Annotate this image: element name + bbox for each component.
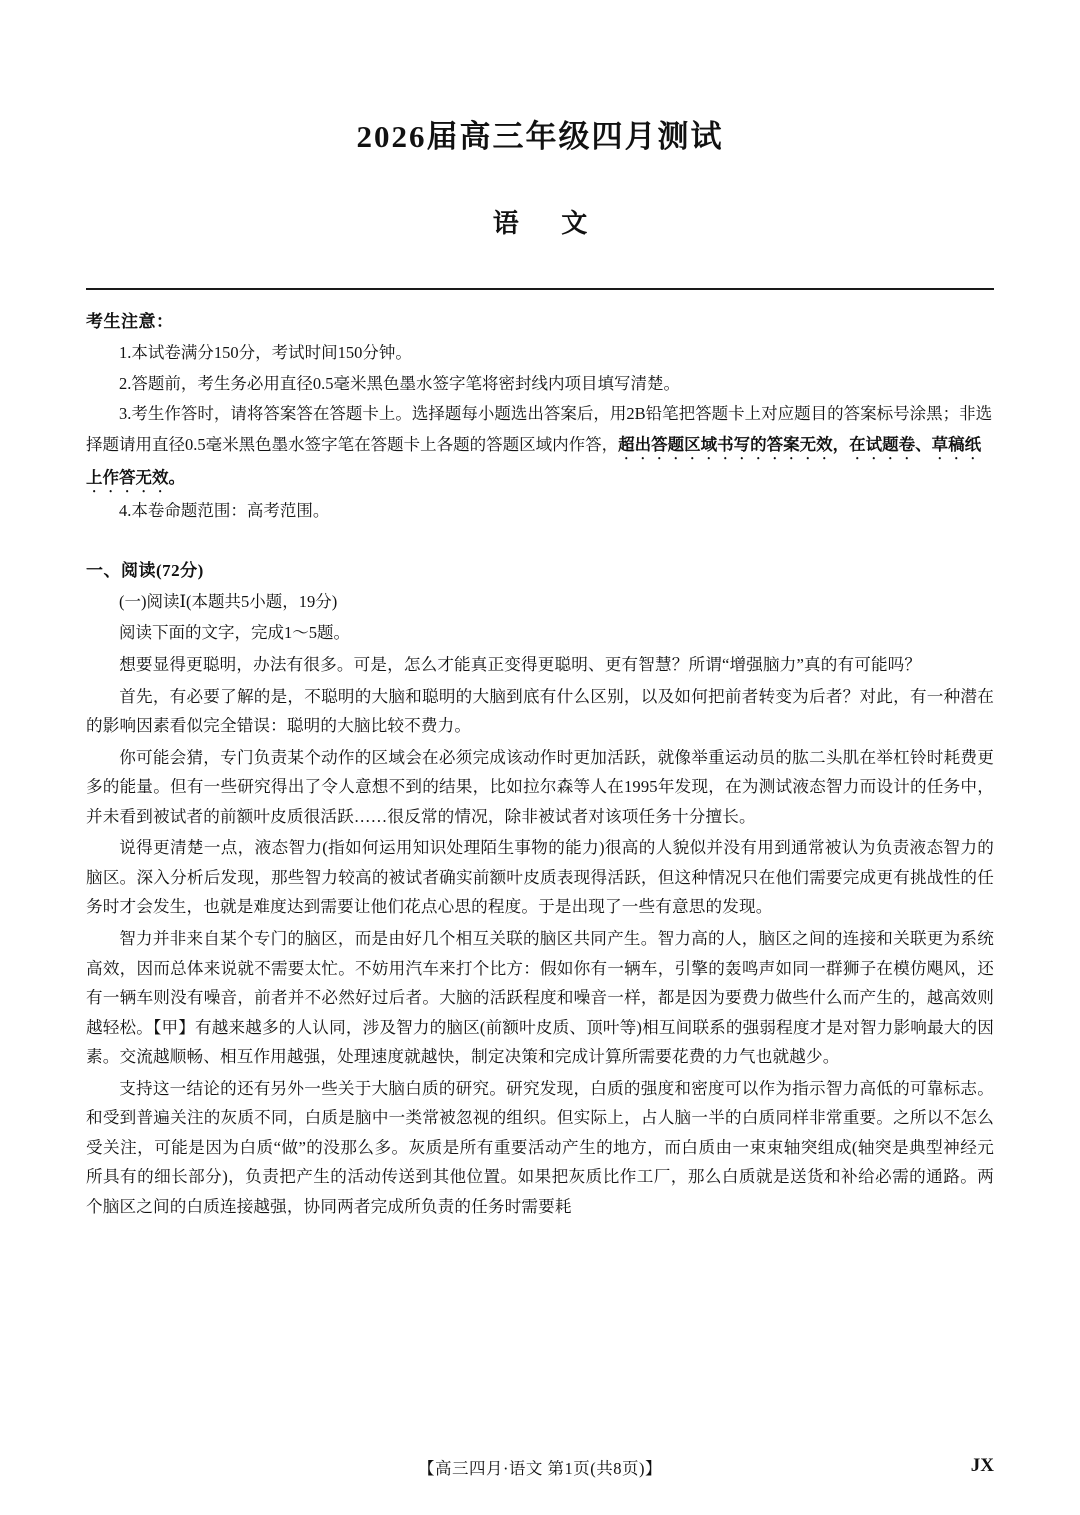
exam-paper-page (0, 118, 1080, 1515)
body-paragraph: 首先，有必要了解的是，不聪明的大脑和聪明的大脑到底有什么区别，以及如何把前者转变为后者？对此，有一种潜在的影响因素看似完全错误：聪明的大脑比较不费力。 (86, 686, 994, 736)
section-heading-reading: 一、阅读(72分) (86, 561, 204, 581)
subject-title: 语 文 (492, 209, 606, 239)
candidate-notice (86, 307, 994, 526)
notice-item-3-emphasis: 超出答题区域书写的答案无效，在试题卷、草稿纸上作答无效。 (86, 434, 982, 487)
page-title: 2026届高三年级四月测试 (356, 119, 724, 154)
body-paragraph: 说得更清楚一点，液态智力(指如何运用知识处理陌生事物的能力)很高的人貌似并没有用到通常被认为负责液态智力的脑区。深入分析后发现，那些智力较高的被试者确实前额叶皮质表现得活跃，但这种情况只在他们需要完成更有挑战性的任务时才会发生，也就是难度达到需要让他们花点心思的程度。于是出现了一些有意思的发现。 (86, 838, 994, 917)
subsection-heading-reading-1: (一)阅读Ⅰ(本题共5小题，19分) (119, 592, 338, 612)
body-paragraph: 智力并非来自某个专门的脑区，而是由好几个相互关联的脑区共同产生。智力高的人，脑区之间的连接和关联更为系统高效，因而总体来说就不需要太忙。不妨用汽车来打个比方：假如你有一辆车，引擎的轰鸣声如同一群狮子在模仿飓风，还有一辆车则没有噪音，前者并不必然好过后者。大脑的活跃程度和噪音一样，都是因为要费力做些什么而产生的，越高效则越轻松。【甲】有越来越多的人认同，涉及智力的脑区(前额叶皮质、顶叶等)相互间联系的强弱程度才是对智力影响最大的因素。交流越顺畅、相互作用越强，处理速度就越快，制定决策和完成计算所需要花费的力气也就越少。 (86, 929, 994, 1067)
body-paragraph: 想要显得更聪明，办法有很多。可是，怎么才能真正变得更聪明、更有智慧？所谓“增强脑力”真的有可能吗？ (119, 655, 922, 675)
notice-item-3 (86, 399, 994, 496)
notice-heading: 考生注意： (86, 312, 174, 332)
notice-item-2: 2.答题前，考生务必用直径0.5毫米黑色墨水签字笔将密封线内项目填写清楚。 (119, 373, 680, 393)
body-paragraph: 你可能会猜，专门负责某个动作的区域会在必须完成该动作时更加活跃，就像举重运动员的肱二头肌在举杠铃时耗费更多的能量。但有一些研究得出了令人意想不到的结果，比如拉尔森等人在1995年发现，在为测试液态智力而设计的任务中，并未看到被试者的前额叶皮质很活跃……很反常的情况，除非被试者对该项任务十分擅长。 (86, 747, 994, 826)
footer-code: JX (970, 1455, 994, 1476)
reading-instruction: 阅读下面的文字，完成1～5题。 (119, 622, 350, 642)
notice-item-4: 4.本卷命题范围：高考范围。 (119, 500, 330, 520)
footer-page-label: 【高三四月·语文 第1页(共8页)】 (417, 1459, 663, 1478)
header-divider (86, 288, 994, 290)
page-footer (0, 1455, 1080, 1485)
body-paragraph: 支持这一结论的还有另外一些关于大脑白质的研究。研究发现，白质的强度和密度可以作为指示智力高低的可靠标志。和受到普遍关注的灰质不同，白质是脑中一类常被忽视的组织。但实际上，占人脑一半的白质同样非常重要。之所以不怎么受关注，可能是因为白质“做”的没那么多。灰质是所有重要活动产生的地方，而白质由一束束轴突组成(轴突是典型神经元所具有的细长部分)，负责把产生的活动传送到其他位置。如果把灰质比作工厂，那么白质就是送货和补给必需的通路。两个脑区之间的白质连接越强，协同两者完成所负责的任务时需要耗 (86, 1078, 994, 1216)
notice-item-1: 1.本试卷满分150分，考试时间150分钟。 (119, 343, 412, 363)
notice-item-3-text: 3.考生作答时，请将答案答在答题卡上。选择题每小题选出答案后，用2B铅笔把答题卡上对应题目的答案标号涂黑；非选择题请用直径0.5毫米黑色墨水签字笔在答题卡上各题的答题区域内作答， (86, 404, 993, 454)
